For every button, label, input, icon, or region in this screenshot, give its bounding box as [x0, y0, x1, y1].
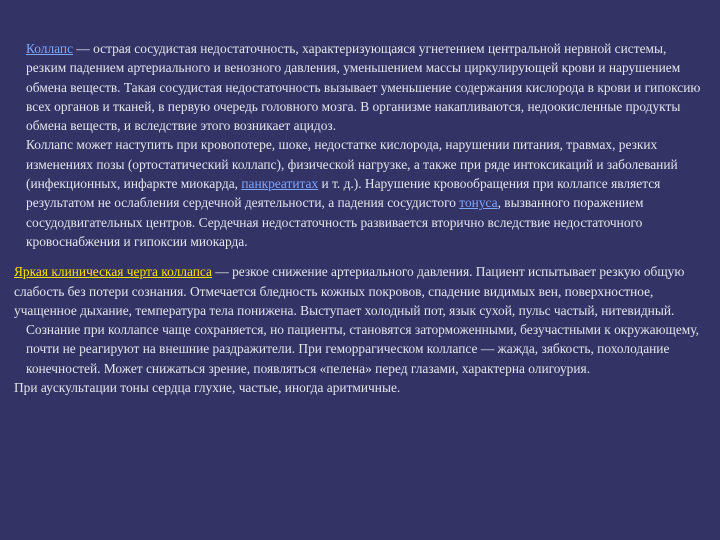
- causes-text-1: Коллапс может наступить при кровопотере, шоке, недостатке кислорода, нарушении питания, травмах, резких изменениях позы (ортостатический коллапс), физической нагрузке, а также при ряде интоксикаций и заболеваний (инфекционных, инфаркте миокарда,: [26, 137, 678, 192]
- paragraph-clinical: [14, 262, 706, 320]
- paragraph-causes: [14, 135, 706, 251]
- link-tonus[interactable]: тонуса: [459, 195, 498, 211]
- clinical-feature-link[interactable]: Яркая клиническая черта коллапса: [14, 264, 212, 280]
- causes-text-2: и т. д.). Нарушение кровообращения при коллапсе является результатом не ослабления сердечной деятельности, а падения сосудистого: [26, 176, 661, 211]
- definition-text: — острая сосудистая недостаточность, характеризующаяся угнетением центральной нервной системы, резким падением артериального и венозного давления, уменьшением массы циркулирующей крови и нарушением обмена веществ. Такая сосудистая недостаточность вызывает уменьшение содержания кислорода в крови и гипоксию всех органов и тканей, в первую очередь головного мозга. В организме накапливаются, недоокисленные продукты обмена веществ, и вследствие этого возникает ацидоз.: [26, 41, 701, 134]
- paragraph-auscultation: При аускультации тоны сердца глухие, частые, иногда аритмичные.: [14, 380, 401, 396]
- link-pancreatitis[interactable]: панкреатитах: [241, 176, 319, 192]
- paragraph-gap: [14, 251, 706, 262]
- causes-text-3: , вызванного поражением сосудодвигательных центров. Сердечная недостаточность развивается вторично вследствие недостаточного кровоснабжения и гипоксии миокарда.: [26, 195, 644, 249]
- slide-text: [14, 39, 706, 397]
- clinical-text: — резкое снижение артериального давления. Пациент испытывает резкую общую слабость без потери сознания. Отмечается бледность кожных покровов, спадение видимых вен, поверхностное, учащенное дыхание, температура тела понижена. Выступает холодный пот, язык сухой, пульс частый, нитевидный.: [14, 264, 685, 318]
- link-collapse[interactable]: Коллапс: [26, 41, 74, 56]
- paragraph-definition: [14, 39, 706, 135]
- paragraph-consciousness: Сознание при коллапсе чаще сохраняется, но пациенты, становятся заторможенными, безучастными к окружающему, почти не реагируют на внешние раздражители. При геморрагическом коллапсе — жажда, зябкость, похолодание конечностей. Может снижаться зрение, появляться «пелена» перед глазами, характерна олигоурия.: [26, 322, 699, 376]
